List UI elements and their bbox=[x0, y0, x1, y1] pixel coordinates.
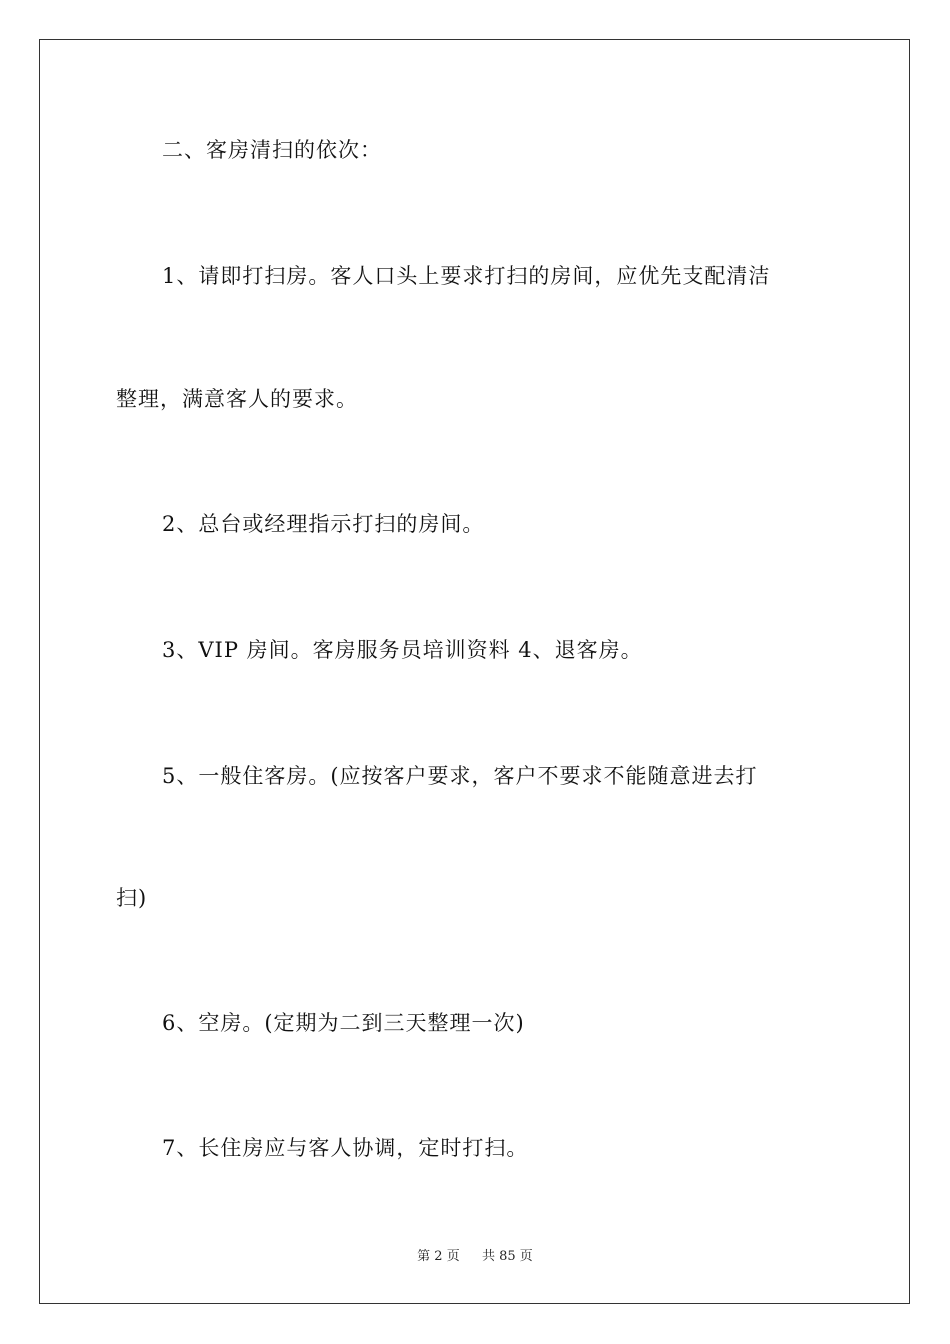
page-footer bbox=[0, 1248, 950, 1266]
paragraph-line: 5、一般住客房。(应按客户要求，客户不要求不能随意进去打 bbox=[162, 764, 758, 788]
page-number: 第 2 页 bbox=[417, 1249, 460, 1264]
paragraph-line: 6、空房。(定期为二到三天整理一次) bbox=[162, 1011, 525, 1035]
page-frame bbox=[39, 39, 910, 1304]
paragraph-line: 扫) bbox=[116, 886, 148, 910]
paragraph-line: 1、请即打扫房。客人口头上要求打扫的房间，应优先支配清洁 bbox=[162, 264, 771, 288]
paragraph-line: 2、总台或经理指示打扫的房间。 bbox=[162, 512, 485, 536]
page-total: 共 85 页 bbox=[482, 1249, 533, 1264]
paragraph-line: 7、长住房应与客人协调，定时打扫。 bbox=[162, 1136, 529, 1160]
paragraph-line: 3、VIP 房间。客房服务员培训资料 4、退客房。 bbox=[162, 638, 643, 662]
section-heading: 二、客房清扫的依次： bbox=[162, 138, 382, 162]
paragraph-line: 整理，满意客人的要求。 bbox=[116, 387, 358, 411]
